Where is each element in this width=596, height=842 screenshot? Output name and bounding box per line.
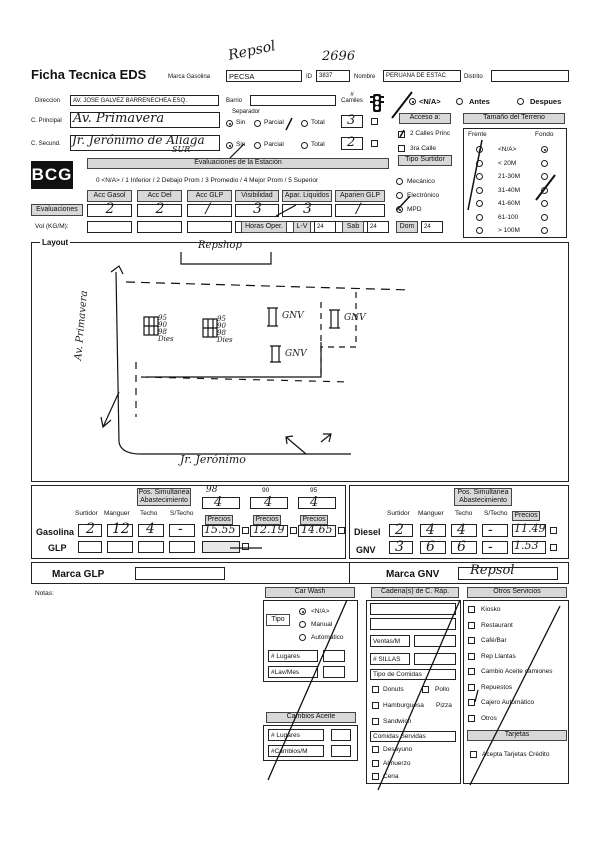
acceso-3ra-label: 3ra Calle — [410, 145, 437, 152]
layout-gnv-2-label: GNV — [344, 313, 366, 323]
cadena-cena-label: Cena — [383, 773, 399, 780]
servicio-label-4: Cambio Aceite camiones — [481, 668, 553, 675]
gasolina-manguer-label: Manguer — [104, 510, 130, 517]
terreno-option-label-4: 41-60M — [498, 200, 521, 207]
terreno-option-label-5: 61-100 — [498, 213, 519, 221]
surtidor-electronico-label: Electrónico — [407, 192, 440, 199]
evaluacion-value-5: / — [356, 201, 361, 217]
carwash-manual-label: Manual — [311, 621, 333, 628]
notas-label: Notas: — [35, 590, 54, 597]
terreno-frente-label: Frente — [468, 131, 487, 138]
evaluacion-value-3: 3 — [253, 201, 262, 217]
dom-text: Dom — [399, 223, 415, 230]
marca-gnv-label: Marca GNV — [386, 569, 440, 580]
separador-label: Separador — [232, 109, 261, 115]
servicio-label-6: Cajero Automático — [481, 699, 535, 706]
timing-na-label: <N/A> — [419, 97, 441, 106]
gnv-label: GNV — [356, 545, 376, 555]
gasolina-techo-label: Techo — [140, 510, 158, 517]
gasolina-grade-98: 98 — [206, 485, 218, 495]
diesel-stecho-label: S/Techo — [484, 510, 508, 517]
timing-antes-label: Antes — [469, 97, 490, 106]
gasolina-stecho-value: - — [178, 521, 183, 537]
handwritten-id-number: 2696 — [322, 49, 356, 64]
evaluaciones-title: Evaluaciones de la Estación — [194, 159, 282, 166]
diesel-value-2: 4 — [457, 522, 466, 538]
carwash-lugares-label: # Lugares — [271, 653, 300, 660]
marca-glp-label: Marca GLP — [52, 569, 105, 580]
diesel-value-3: - — [488, 522, 493, 538]
servicio-label-7: Otros — [481, 714, 497, 722]
evaluacion-col-label-0: Acc Gasol — [93, 192, 126, 199]
tarjetas-title: Tarjetas — [504, 731, 530, 738]
cambios-cambiosm-label: #Cambios/M — [271, 748, 308, 755]
sep2-sin-label: Sin — [236, 141, 246, 148]
cadena-donuts-label: Donuts — [383, 686, 404, 693]
c-secund-handwritten: Jr. Jerónimo de Aliaga — [72, 133, 205, 147]
c-principal-label: C. Principal — [31, 118, 62, 124]
terreno-fondo-label: Fondo — [535, 131, 554, 138]
surtidor-mecanico-label: Mecánico — [407, 178, 435, 185]
form-title: Ficha Tecnica EDS — [31, 67, 147, 82]
servicio-label-3: Rep Llantas — [481, 652, 516, 660]
gasolina-precios-3-text: Precios — [302, 516, 326, 523]
layout-av-primavera-label: Av. Primavera — [73, 290, 91, 361]
gnv-value-2: 6 — [457, 539, 466, 555]
lv-text: L-V — [296, 223, 308, 230]
c-secund-handwritten-2: SUR — [172, 145, 191, 154]
cadena-almuerzo-label: Almuerzo — [383, 760, 411, 767]
layout-repshop-label: Repshop — [198, 240, 242, 251]
sep1-sin-label: Sin — [236, 119, 246, 126]
direccion-label: Direccion — [35, 98, 61, 104]
gasolina-pos-98-value: 4 — [214, 495, 223, 510]
diesel-precios-text: Precios — [514, 512, 538, 519]
carwash-title: Car Wash — [294, 588, 326, 595]
camiles-2-value: 2 — [347, 135, 356, 150]
gnv-value-3: - — [488, 539, 493, 555]
dom-value: 24 — [424, 224, 431, 230]
diesel-surtidor-label: Surtidor — [387, 510, 410, 517]
servicio-label-5: Repuestos — [481, 683, 513, 691]
lv-value: 24 — [317, 224, 324, 230]
cadena-pollo-label: Pollo — [435, 686, 450, 693]
evaluaciones-row-text: Evaluaciones — [36, 206, 78, 213]
nombre-value: PERUANA DE ESTAC — [386, 73, 446, 79]
gasolina-price-90-value: 12.19 — [253, 523, 285, 536]
layout-dispenser-1-label: 95 90 98 Dies — [158, 314, 174, 343]
gnv-value-0: 3 — [395, 539, 404, 555]
terreno-option-label-6: > 100M — [498, 227, 520, 234]
cadena-desayuno-label: Desayuno — [383, 746, 413, 753]
terreno-option-label-3: 31-40M — [498, 186, 521, 194]
cambios-title: Cambios Aceite — [286, 713, 336, 720]
marca-gnv-value: Repsol — [470, 563, 515, 578]
barrio-label: Barrio — [226, 98, 243, 104]
sep2-parcial-label: Parcial — [264, 141, 284, 148]
diesel-manguer-label: Manguer — [418, 510, 444, 517]
camiles-1-value: 3 — [347, 113, 356, 128]
marca-gasolina-label: Marca Gasolina — [168, 74, 211, 80]
layout-gnv-3-label: GNV — [285, 349, 307, 359]
gasolina-price-98-value: 15.55 — [204, 523, 236, 536]
layout-jr-jeronimo-label: Jr. Jerónimo — [180, 453, 246, 466]
gasolina-pos-90-value: 4 — [264, 495, 273, 510]
horas-oper-text: Horas Oper. — [245, 223, 283, 230]
diesel-value-0: 2 — [395, 522, 404, 538]
servicios-title: Otros Servicios — [493, 588, 541, 595]
acceso-title: Acceso a: — [409, 114, 441, 121]
cadena-tipo-comidas-label: Tipo de Comidas — [373, 671, 422, 678]
gasolina-surtidor-value: 2 — [86, 521, 95, 537]
diesel-value-1: 4 — [426, 522, 435, 538]
terreno-option-label-0: <N/A> — [498, 146, 517, 153]
carwash-lavmes-label: #Lav/Mes — [271, 669, 300, 676]
evaluacion-value-0: 2 — [105, 201, 115, 217]
cadena-hamburguesa-label: Hamburguesa — [383, 702, 424, 709]
distrito-label: Distrito — [464, 74, 483, 80]
terreno-title: Tamaño del Terreno — [483, 114, 545, 121]
acceso-2calles-label: 2 Calles Princ — [410, 130, 451, 137]
cadena-title: Cadena(s) de C. Ráp. — [380, 588, 450, 595]
gasolina-techo-value: 4 — [146, 521, 155, 537]
camiles-label: # Camiles — [341, 92, 363, 104]
marca-gasolina-value: PECSA — [229, 72, 255, 81]
evaluacion-value-4: 3 — [303, 201, 312, 217]
gasolina-surtidor-label: Surtidor — [75, 510, 98, 517]
cadena-pizza-label: Pizza — [436, 702, 452, 709]
c-principal-handwritten: Av. Primavera — [73, 111, 165, 126]
gasolina-grade-95: 95 — [310, 487, 318, 494]
gasolina-grade-90: 90 — [262, 487, 270, 494]
id-value: 3837 — [319, 73, 333, 79]
evaluacion-col-label-5: Aparien GLP — [339, 192, 381, 199]
gasolina-stecho-label: S/Techo — [170, 510, 194, 517]
direccion-value: AV. JOSE GALVEZ BARRENECHEA ESQ. — [73, 98, 187, 104]
sab-text: Sab — [346, 223, 360, 230]
diesel-value-4: 11.49 — [514, 522, 546, 535]
cadena-comidas-servidas-label: Comidas Servidas — [373, 733, 426, 740]
layout-title: Layout — [42, 238, 69, 247]
gasolina-pos-95-value: 4 — [310, 495, 319, 510]
terreno-option-label-2: 21-30M — [498, 173, 521, 180]
evaluacion-value-2: / — [205, 201, 211, 217]
evaluaciones-scale: 0 <N/A> / 1 Inferior / 2 Debajo Prom / 3 Promedio / 4 Mejor Prom / 5 Superior — [96, 177, 319, 184]
layout-gnv-1-label: GNV — [282, 311, 304, 321]
diesel-pos-text: Pos. Simultanea Abastecimiento — [457, 489, 509, 505]
sab-value: 24 — [370, 224, 377, 230]
gasolina-pos-text: Pos. Simultanea Abastecimiento — [138, 489, 190, 505]
gasolina-precios-1-text: Precios — [207, 516, 231, 523]
carwash-auto-label: Automatico — [311, 634, 344, 641]
carwash-na-label: <N/A> — [311, 608, 330, 615]
evaluacion-col-label-2: Acc GLP — [195, 192, 224, 199]
sep1-parcial-label: Parcial — [264, 119, 284, 126]
servicio-label-0: Kiosko — [481, 606, 501, 613]
glp-label: GLP — [48, 543, 67, 553]
cadena-ventas-label: Ventas/M — [373, 638, 401, 645]
cambios-lugares-label: # Lugares — [271, 732, 300, 739]
servicio-label-2: Café/Bar — [481, 637, 507, 644]
terreno-option-label-1: < 20M — [498, 159, 517, 167]
carwash-tipo-text: Tipo — [271, 616, 285, 623]
handwritten-repsol-top: Repsol — [226, 38, 278, 64]
gasolina-manguer-value: 12 — [112, 521, 130, 537]
layout-dispenser-2-label: 95 90 98 Dies — [217, 315, 233, 344]
tarjetas-acepta-label: Acepta Tarjetas Crédito — [482, 751, 550, 758]
gasolina-price-95-value: 14.65 — [301, 523, 333, 536]
evaluacion-col-label-4: Apar. Liquidos — [284, 192, 330, 199]
bcg-logo-text: BCG — [31, 165, 73, 184]
nombre-label: Nombre — [354, 74, 376, 80]
surtidor-mpd-label: MPD — [407, 206, 422, 213]
gnv-value-4: 1.53 — [514, 539, 539, 552]
c-secund-label: C. Secund. — [31, 141, 61, 147]
diesel-label: Diesel — [354, 527, 381, 537]
gasolina-label: Gasolina — [36, 527, 75, 537]
evaluacion-col-label-3: Visibilidad — [241, 192, 273, 199]
servicio-label-1: Restaurant — [481, 621, 513, 629]
tipo-surtidor-title: Tipo Surtidor — [405, 156, 445, 163]
gasolina-precios-2-text: Precios — [255, 516, 279, 523]
id-label: ID — [306, 74, 312, 80]
vol-label: Vol (KG/M): — [35, 223, 69, 230]
cadena-sandwich-label: Sandwich — [383, 718, 412, 725]
evaluacion-value-1: 2 — [155, 201, 165, 217]
sep1-total-label: Total — [311, 119, 325, 126]
evaluacion-col-label-1: Acc Del — [147, 192, 172, 199]
sep2-total-label: Total — [311, 141, 325, 148]
cadena-sillas-label: # SILLAS — [373, 656, 401, 663]
timing-despues-label: Despues — [530, 97, 562, 106]
diesel-techo-label: Techo — [455, 510, 473, 517]
gnv-value-1: 6 — [426, 539, 435, 555]
